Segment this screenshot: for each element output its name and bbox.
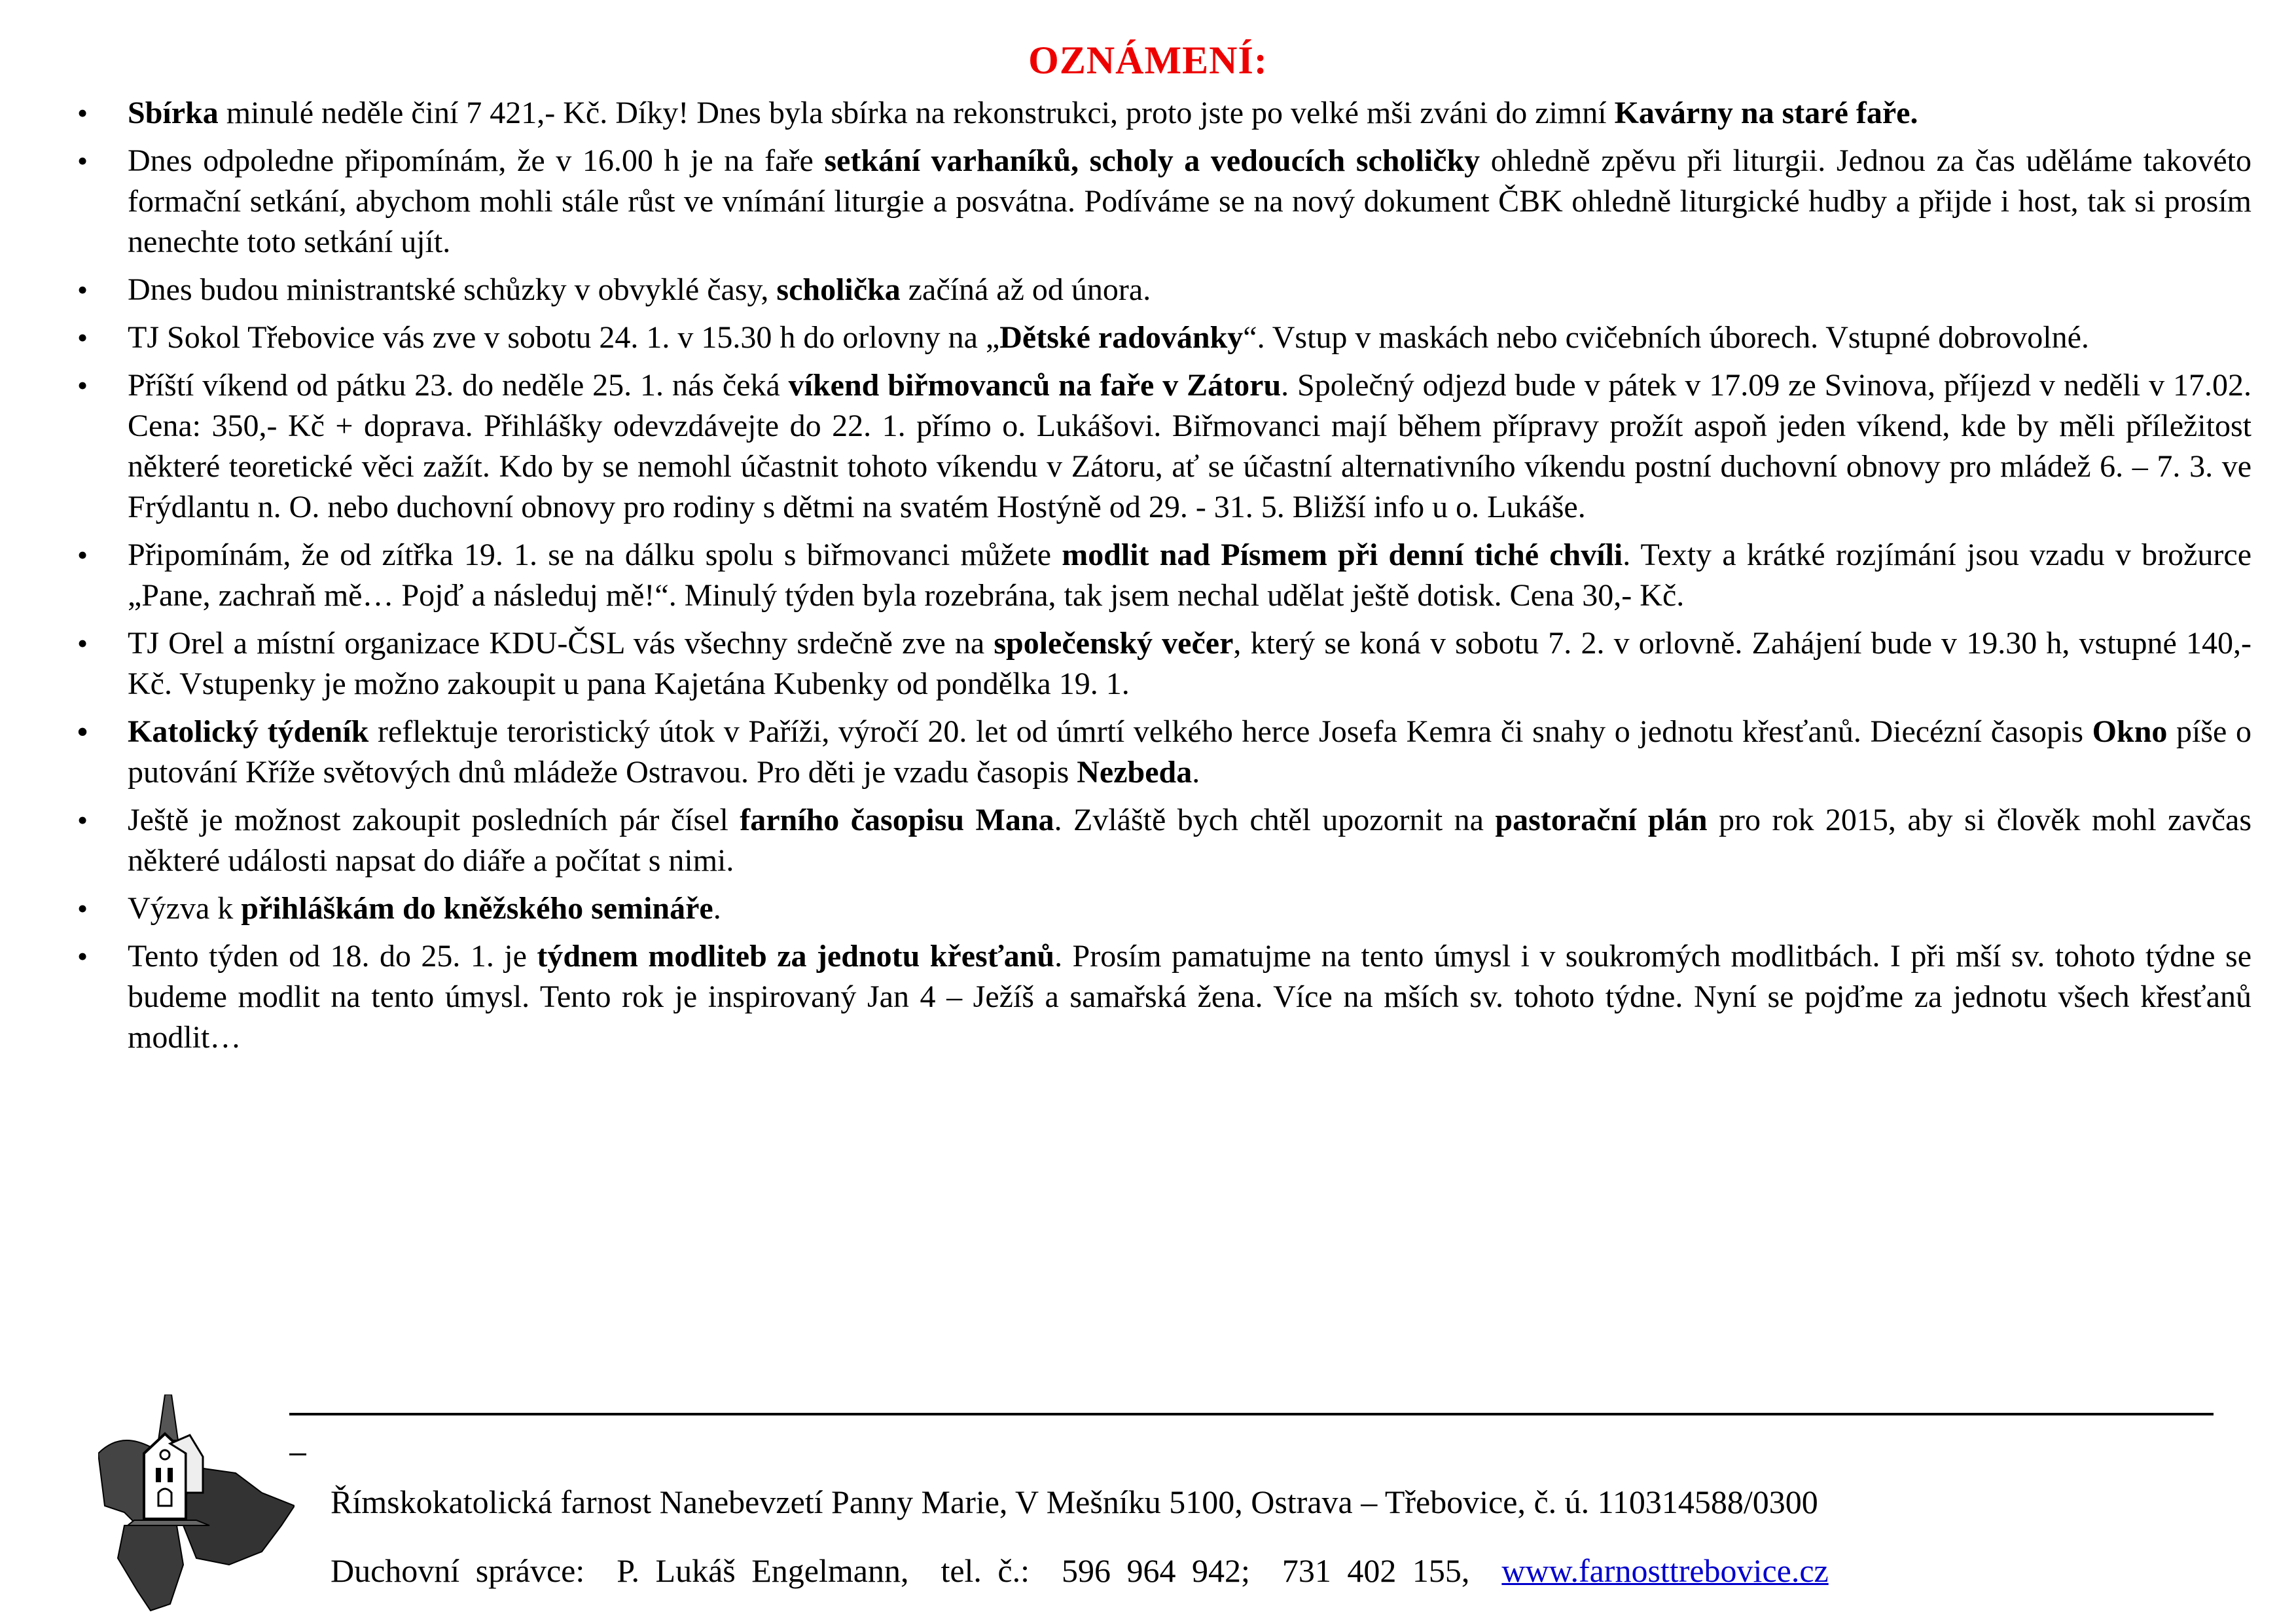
body-text: reflektuje teroristický útok v Paříži, výročí 20. let od úmrtí velkého herce Josefa Kemra či snahy o jednotu křesťanů. Diecézní časopis [368,714,2092,749]
emphasis-text: setkání varhaníků, scholy a vedoucích scholičky [824,143,1480,178]
bullet-icon: • [77,369,88,402]
bullet-icon: • [77,538,88,572]
body-text: . [713,891,721,926]
announcement-item [0,800,2296,881]
contact-text: Duchovní správce: P. Lukáš Engelmann, tel. č.: 596 964 942; 731 402 155, [331,1552,1502,1589]
parish-contact [331,1552,1829,1590]
announcement-item [0,623,2296,704]
bullet-icon: • [77,144,88,177]
bullet-icon: • [77,96,88,130]
church-logo-icon [98,1395,295,1617]
footer-divider [289,1413,2214,1415]
emphasis-text: Katolický týdeník [128,714,369,749]
body-text: Výzva k [128,891,242,926]
emphasis-text: týdnem modliteb za jednotu křesťanů [537,939,1055,974]
emphasis-text: scholička [776,272,901,307]
body-text: Dnes budou ministrantské schůzky v obvyklé časy, [128,272,777,307]
body-text: pro rok 2015, aby si člověk mohl zavčas některé události napsat do diáře a počítat s nimi. [128,803,2252,878]
emphasis-text: Okno [2092,714,2168,749]
emphasis-text: modlit nad Písmem při denní tiché chvíli [1062,538,1623,572]
body-text: . Společný odjezd bude v pátek v 17.09 ze Svinova, příjezd v neděli v 17.02. Cena: 350,- Kč + doprava. Přihlášky odevzdávejte do 22. 1. přímo o. Lukášovi. Biřmovanci mají během přípravy prožít aspoň jeden víkend, kde by měli příležitost některé teoretické věci zažít. Kdo by se nemohl účastnit tohoto víkendu v Zátoru, ať se účastní alternativního víkendu postní duchovní obnovy pro mládež 6. – 7. 3. ve Frýdlantu n. O. nebo duchovní obnovy pro rodiny s dětmi na svatém Hostýně od 29. - 31. 5. Bližší info u o. Lukáše. [128,368,2252,524]
body-text: Dnes odpoledne připomínám, že v 16.00 h je na faře [128,143,825,178]
announcement-item [0,712,2296,793]
emphasis-text: Dětské radovánky [999,320,1244,355]
bullet-icon: • [77,892,88,925]
body-text: Příští víkend od pátku 23. do neděle 25. 1. nás čeká [128,368,789,403]
body-text: TJ Sokol Třebovice vás zve v sobotu 24. 1. v 15.30 h do orlovny na „ [128,320,1000,355]
body-text: , který se koná v sobotu 7. 2. v orlovně. Zahájení bude v 19.30 h, vstupné 140,- Kč. Vstupenky je možno zakoupit u pana Kajetána Kubenky od pondělka 19. 1. [128,626,2251,701]
emphasis-text: Kavárny na staré faře. [1614,96,1918,130]
body-text: ohledně zpěvu při liturgii. Jednou za čas uděláme takovéto formační setkání, abychom mohli stále růst ve vnímání liturgie a posvátna. Podíváme se na nový dokument ČBK ohledně liturgické hudby a přijde i host, tak si prosím nenechte toto setkání ujít. [128,143,2252,259]
body-text: začíná až od února. [900,272,1151,307]
emphasis-text: farního časopisu Mana [740,803,1054,837]
page-title: OZNÁMENÍ: [1028,39,1268,82]
body-text: Tento týden od 18. do 25. 1. je [128,939,537,974]
bullet-icon: • [77,715,88,748]
body-text: “. Vstup v maskách nebo cvičebních úborech. Vstupné dobrovolné. [1243,320,2089,355]
bullet-icon: • [77,321,88,354]
emphasis-text: Nezbeda [1077,755,1193,790]
bullet-icon: • [77,939,88,973]
announcement-item [0,365,2296,528]
emphasis-text: přihláškám do kněžského semináře [241,891,713,926]
emphasis-text: společenský večer [994,626,1234,661]
emphasis-text: víkend biřmovanců na faře v Zátoru [788,368,1282,403]
parish-address: Římskokatolická farnost Nanebevzetí Panny Marie, V Mešníku 5100, Ostrava – Třebovice, č. ú. 110314588/0300 [331,1484,1818,1520]
bullet-icon: • [77,803,88,837]
emphasis-text: Sbírka [128,96,219,130]
body-text: minulé neděle činí 7 421,- Kč. Díky! Dnes byla sbírka na rekonstrukci, proto jste po velké mši zváni do zimní [218,96,1615,130]
body-text: . Texty a krátké rozjímání jsou vzadu v brožurce „Pane, zachraň mě… Pojď a následuj mě!“. Minulý týden byla rozebrána, tak jsem nechal udělat ještě dotisk. Cena 30,- Kč. [128,538,2252,613]
announcement-item [0,93,2296,134]
announcement-item [0,270,2296,310]
announcement-item [0,936,2296,1058]
body-text: . Zvláště bych chtěl upozornit na [1054,803,1496,837]
body-text: Připomínám, že od zítřka 19. 1. se na dálku spolu s biřmovanci můžete [128,538,1062,572]
announcement-item [0,888,2296,929]
website-link[interactable]: www.farnosttrebovice.cz [1501,1552,1829,1589]
announcement-item [0,141,2296,263]
announcement-list [0,93,2296,1065]
body-text: Ještě je možnost zakoupit posledních pár čísel [128,803,740,837]
bullet-icon: • [77,627,88,660]
announcement-item [0,535,2296,616]
body-text: píše o putování Kříže světových dnů mládeže Ostravou. Pro děti je vzadu časopis [128,714,2252,790]
body-text: . [1192,755,1200,790]
announcement-item [0,318,2296,358]
emphasis-text: pastorační plán [1495,803,1708,837]
body-text: TJ Orel a místní organizace KDU-ČSL vás všechny srdečně zve na [128,626,994,661]
body-text: . Prosím pamatujme na tento úmysl i v soukromých modlitbách. I při mší sv. tohoto týdne se budeme modlit na tento úmysl. Tento rok je inspirovaný Jan 4 – Ježíš a samařská žena. Více na mších sv. tohoto týdne. Nyní se pojďme za jednotu všech křesťanů modlit… [128,939,2251,1055]
bullet-icon: • [77,273,88,306]
